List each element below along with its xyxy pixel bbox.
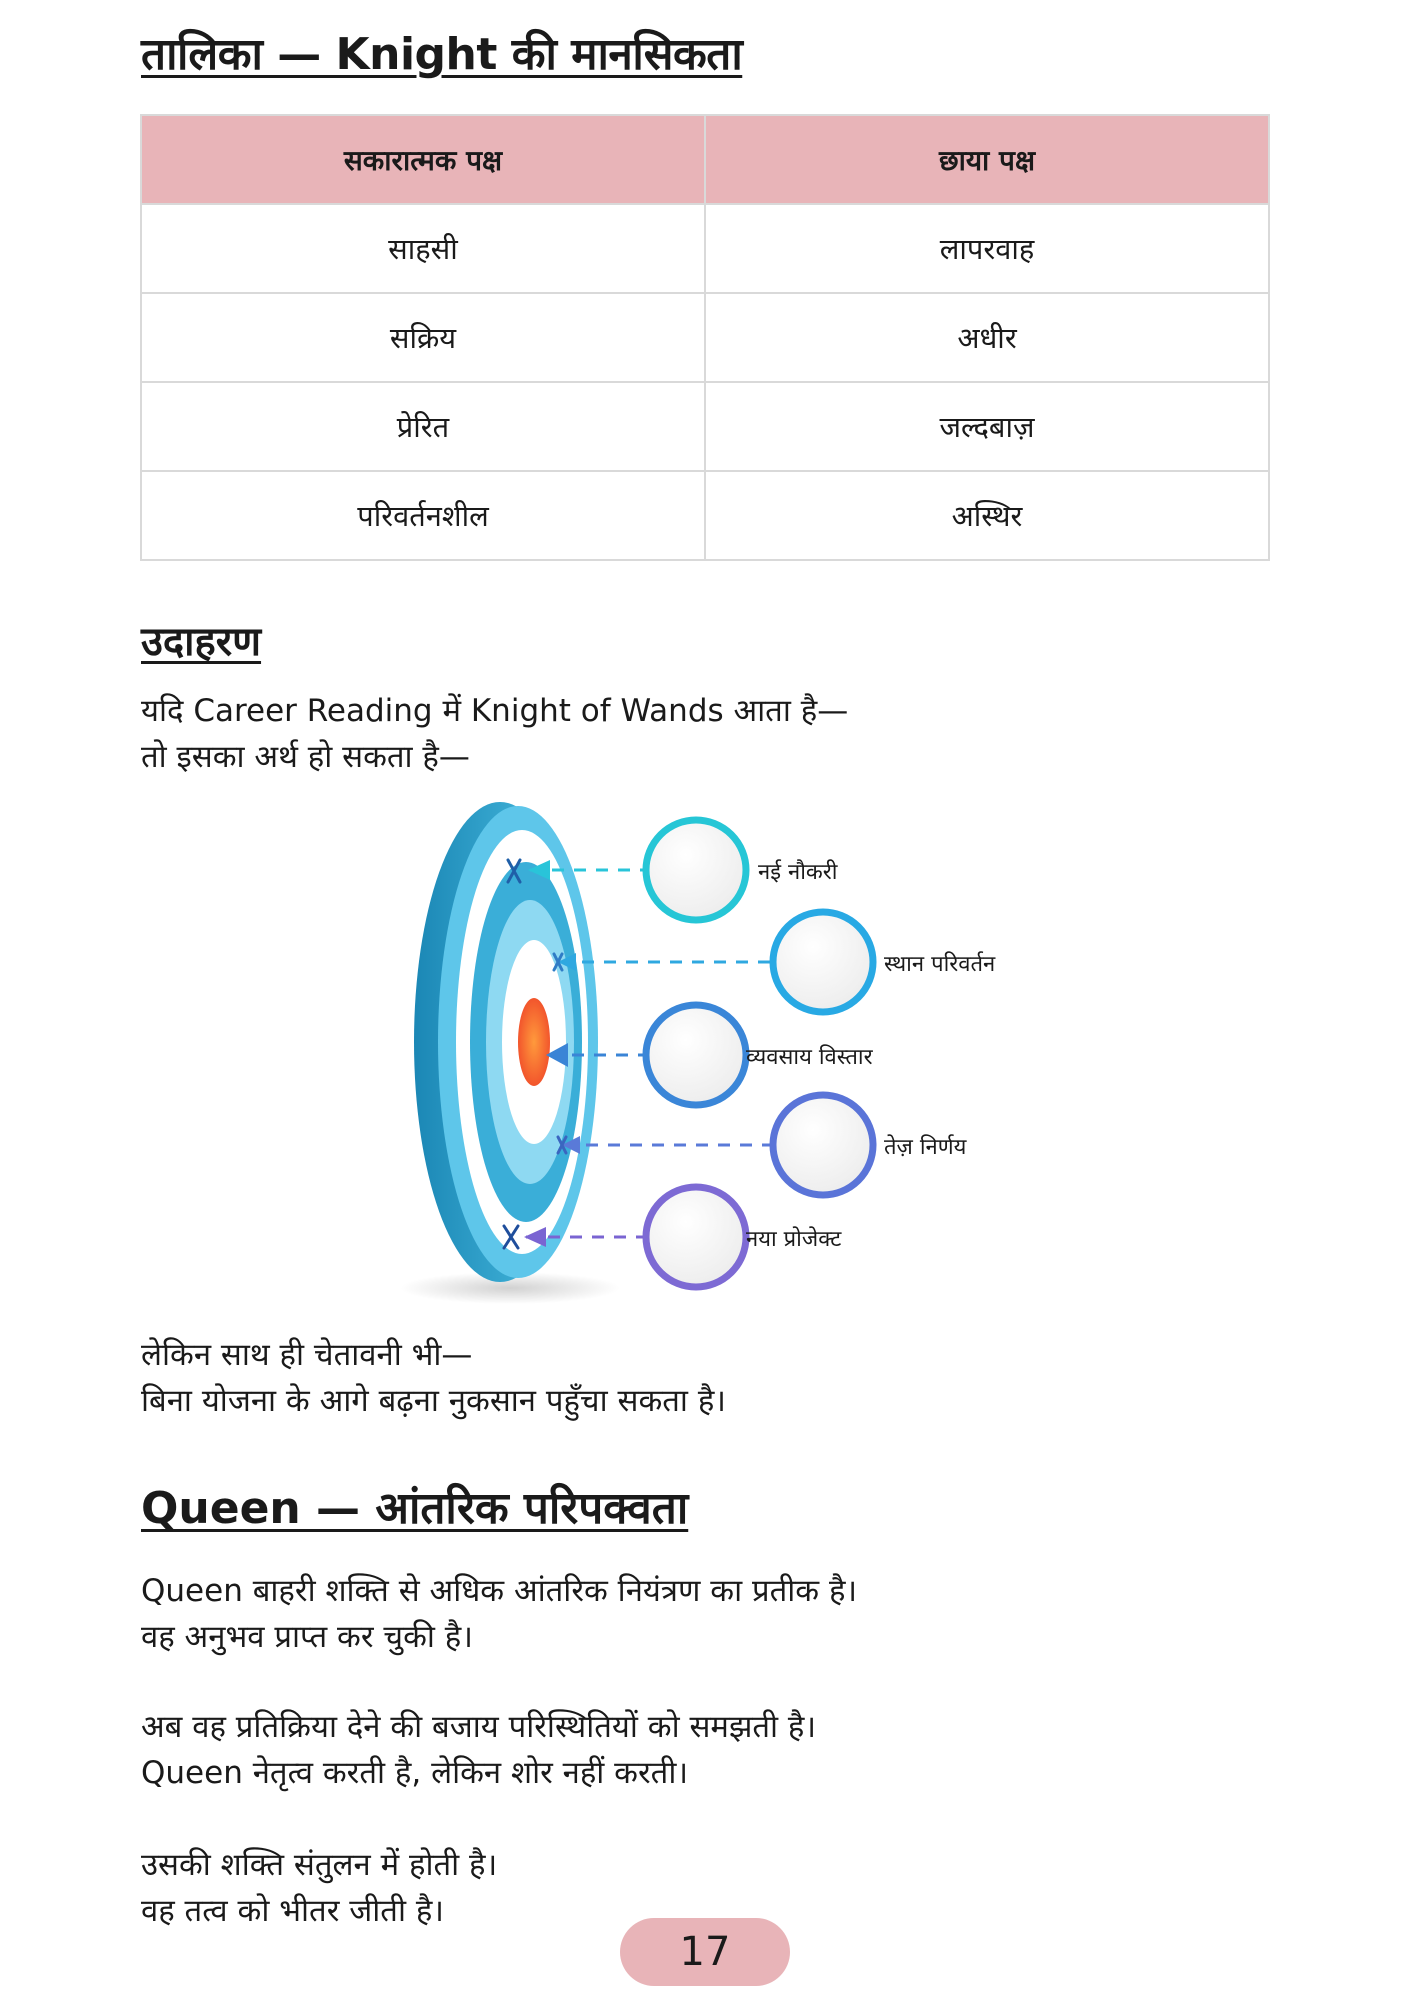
column-header-positive: सकारात्मक पक्ष <box>141 115 705 204</box>
paragraph-line: उसकी शक्ति संतुलन में होती है। <box>141 1847 498 1883</box>
target-icon <box>414 802 598 1282</box>
knight-mindset-table <box>140 114 1270 561</box>
column-header-shadow: छाया पक्ष <box>705 115 1269 204</box>
intro-line: तो इसका अर्थ हो सकता है— <box>141 739 470 775</box>
example-intro <box>141 688 848 780</box>
table-cell: साहसी <box>141 204 705 293</box>
target-diagram <box>400 800 1040 1320</box>
warning-line: बिना योजना के आगे बढ़ना नुकसान पहुँचा सकता है। <box>141 1383 727 1419</box>
diagram-label: व्यवसाय विस्तार <box>746 1045 873 1070</box>
paragraph-line: Queen नेतृत्व करती है, लेकिन शोर नहीं करती। <box>141 1755 689 1791</box>
paragraph-line: अब वह प्रतिक्रिया देने की बजाय परिस्थितियों को समझती है। <box>141 1709 817 1745</box>
circle-expansion <box>646 1005 746 1105</box>
table-cell: जल्दबाज़ <box>705 382 1269 471</box>
diagram-label: तेज़ निर्णय <box>884 1135 967 1160</box>
queen-paragraph <box>141 1568 857 1660</box>
page-title: तालिका — Knight की मानसिकता <box>141 29 743 80</box>
circle-relocation <box>773 912 873 1012</box>
paragraph-line: वह तत्व को भीतर जीती है। <box>141 1893 445 1929</box>
table-header-row <box>141 115 1269 204</box>
queen-heading: Queen — आंतरिक परिपक्वता <box>141 1483 689 1534</box>
table-row <box>141 382 1269 471</box>
paragraph-line: Queen बाहरी शक्ति से अधिक आंतरिक नियंत्रण का प्रतीक है। <box>141 1573 858 1609</box>
table-row <box>141 204 1269 293</box>
table-cell: अधीर <box>705 293 1269 382</box>
circle-new-job <box>646 820 746 920</box>
page-number: 17 <box>620 1918 790 1986</box>
warning-line: लेकिन साथ ही चेतावनी भी— <box>141 1337 473 1373</box>
paragraph-line: वह अनुभव प्राप्त कर चुकी है। <box>141 1619 473 1655</box>
queen-paragraph <box>141 1842 497 1934</box>
table-cell: प्रेरित <box>141 382 705 471</box>
warning-text <box>141 1332 726 1424</box>
diagram-label: नई नौकरी <box>758 860 838 885</box>
queen-paragraph <box>141 1704 816 1796</box>
table-cell: परिवर्तनशील <box>141 471 705 560</box>
table-row <box>141 293 1269 382</box>
intro-line: यदि Career Reading में Knight of Wands आता है— <box>141 693 849 729</box>
table-cell: अस्थिर <box>705 471 1269 560</box>
circle-decision <box>773 1095 873 1195</box>
table-cell: लापरवाह <box>705 204 1269 293</box>
circle-project <box>646 1187 746 1287</box>
example-heading: उदाहरण <box>141 619 262 665</box>
table-row <box>141 471 1269 560</box>
diagram-label: नया प्रोजेक्ट <box>746 1227 842 1252</box>
diagram-label: स्थान परिवर्तन <box>884 952 996 977</box>
table-cell: सक्रिय <box>141 293 705 382</box>
